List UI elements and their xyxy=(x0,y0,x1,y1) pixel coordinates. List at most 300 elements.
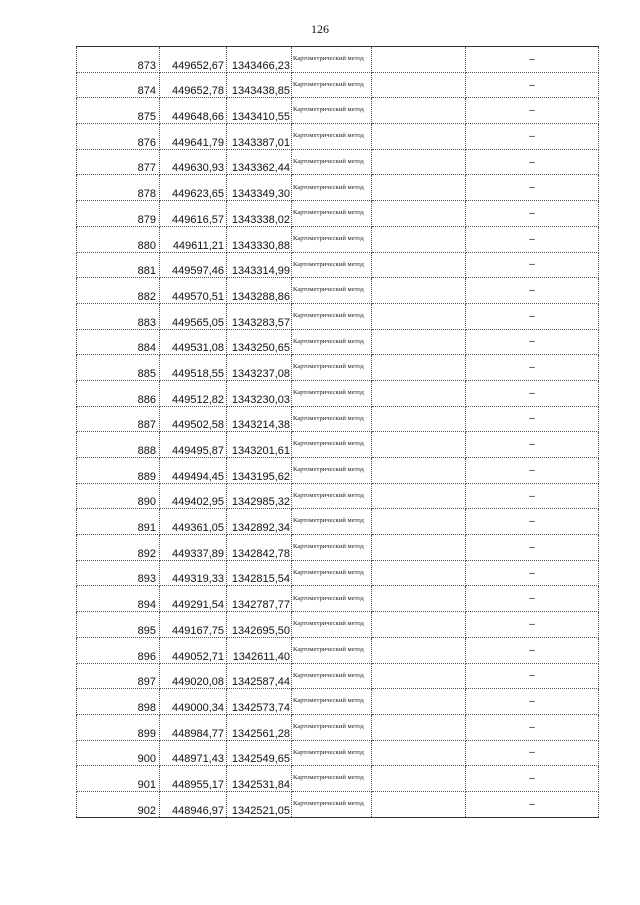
point-number-text: 886 xyxy=(137,393,156,406)
method-cell xyxy=(292,124,372,150)
y-coordinate-cell xyxy=(227,637,292,663)
method-cell xyxy=(292,329,372,355)
x-coordinate-cell xyxy=(160,432,227,458)
y-coordinate-cell xyxy=(227,380,292,406)
method-text: Картометрический метод xyxy=(293,594,364,602)
method-text: Картометрический метод xyxy=(293,620,364,628)
method-cell xyxy=(292,98,372,124)
x-coordinate-text: 449361,05 xyxy=(172,522,224,535)
method-cell xyxy=(292,355,372,381)
method-text: Картометрический метод xyxy=(293,800,364,808)
note-text: – xyxy=(529,362,535,374)
table-row xyxy=(77,791,599,817)
x-coordinate-text: 449616,57 xyxy=(172,213,224,226)
table-row xyxy=(77,380,599,406)
method-text: Картометрический метод xyxy=(293,517,364,525)
point-number-text: 893 xyxy=(137,573,156,586)
y-coordinate-cell xyxy=(227,560,292,586)
point-number-text: 885 xyxy=(137,367,156,380)
x-coordinate-cell xyxy=(160,509,227,535)
method-cell xyxy=(292,303,372,329)
method-cell xyxy=(292,740,372,766)
empty-cell xyxy=(372,175,466,201)
y-coordinate-text: 1343338,02 xyxy=(231,213,290,226)
table-row xyxy=(77,586,599,612)
x-coordinate-text: 449641,79 xyxy=(172,136,224,149)
method-text: Картометрический метод xyxy=(293,55,364,63)
table-row xyxy=(77,303,599,329)
table-row xyxy=(77,252,599,278)
point-number-cell xyxy=(77,766,160,792)
note-cell xyxy=(466,278,599,304)
point-number-text: 898 xyxy=(137,701,156,714)
table-row xyxy=(77,47,599,73)
y-coordinate-text: 1343410,55 xyxy=(231,111,290,124)
table-row xyxy=(77,124,599,150)
x-coordinate-text: 449630,93 xyxy=(172,162,224,175)
x-coordinate-text: 449337,89 xyxy=(172,547,224,560)
method-cell xyxy=(292,637,372,663)
table-row xyxy=(77,740,599,766)
x-coordinate-text: 449531,08 xyxy=(172,342,224,355)
point-number-cell xyxy=(77,483,160,509)
y-coordinate-cell xyxy=(227,406,292,432)
point-number-cell xyxy=(77,278,160,304)
x-coordinate-text: 449000,34 xyxy=(172,701,224,714)
empty-cell xyxy=(372,303,466,329)
note-text: – xyxy=(529,516,535,528)
x-coordinate-cell xyxy=(160,72,227,98)
x-coordinate-cell xyxy=(160,329,227,355)
table-row xyxy=(77,637,599,663)
point-number-cell xyxy=(77,252,160,278)
y-coordinate-text: 1342985,32 xyxy=(231,496,290,509)
method-cell xyxy=(292,406,372,432)
x-coordinate-text: 449495,87 xyxy=(172,445,224,457)
x-coordinate-cell xyxy=(160,124,227,150)
x-coordinate-cell xyxy=(160,380,227,406)
table-row xyxy=(77,329,599,355)
note-text: – xyxy=(529,490,535,502)
note-cell xyxy=(466,175,599,201)
point-number-cell xyxy=(77,329,160,355)
method-cell xyxy=(292,612,372,638)
empty-cell xyxy=(372,149,466,175)
point-number-cell xyxy=(77,458,160,484)
method-text: Картометрический метод xyxy=(293,80,364,88)
empty-cell xyxy=(372,663,466,689)
x-coordinate-cell xyxy=(160,586,227,612)
note-cell xyxy=(466,432,599,458)
note-cell xyxy=(466,586,599,612)
note-text: – xyxy=(529,182,535,194)
method-text: Картометрический метод xyxy=(293,671,364,679)
method-text: Картометрический метод xyxy=(293,774,364,782)
y-coordinate-cell xyxy=(227,740,292,766)
x-coordinate-cell xyxy=(160,149,227,175)
note-text: – xyxy=(529,387,535,399)
note-cell xyxy=(466,252,599,278)
method-text: Картометрический метод xyxy=(293,389,364,397)
table-row xyxy=(77,278,599,304)
empty-cell xyxy=(372,766,466,792)
note-cell xyxy=(466,458,599,484)
table-row xyxy=(77,72,599,98)
note-cell xyxy=(466,406,599,432)
y-coordinate-text: 1343237,08 xyxy=(231,367,290,380)
y-coordinate-text: 1343214,38 xyxy=(231,419,290,432)
method-text: Картометрический метод xyxy=(293,748,364,756)
point-number-text: 891 xyxy=(137,522,156,535)
note-text: – xyxy=(529,618,535,630)
table-row xyxy=(77,560,599,586)
x-coordinate-text: 449623,65 xyxy=(172,188,224,201)
point-number-cell xyxy=(77,637,160,663)
point-number-text: 874 xyxy=(137,85,156,98)
note-text: – xyxy=(529,207,535,219)
method-cell xyxy=(292,663,372,689)
x-coordinate-cell xyxy=(160,355,227,381)
note-text: – xyxy=(529,233,535,245)
y-coordinate-cell xyxy=(227,663,292,689)
x-coordinate-text: 449565,05 xyxy=(172,316,224,329)
note-cell xyxy=(466,740,599,766)
x-coordinate-cell xyxy=(160,535,227,561)
point-number-cell xyxy=(77,509,160,535)
y-coordinate-cell xyxy=(227,72,292,98)
x-coordinate-cell xyxy=(160,560,227,586)
x-coordinate-cell xyxy=(160,766,227,792)
x-coordinate-text: 448955,17 xyxy=(172,778,224,791)
empty-cell xyxy=(372,329,466,355)
method-text: Картометрический метод xyxy=(293,645,364,653)
point-number-cell xyxy=(77,432,160,458)
y-coordinate-text: 1342531,84 xyxy=(231,778,290,791)
empty-cell xyxy=(372,72,466,98)
y-coordinate-text: 1342573,74 xyxy=(231,701,290,714)
note-cell xyxy=(466,689,599,715)
y-coordinate-cell xyxy=(227,175,292,201)
x-coordinate-cell xyxy=(160,252,227,278)
y-coordinate-text: 1343201,61 xyxy=(231,445,290,457)
note-cell xyxy=(466,380,599,406)
y-coordinate-text: 1343314,99 xyxy=(231,265,290,278)
x-coordinate-cell xyxy=(160,637,227,663)
method-cell xyxy=(292,252,372,278)
method-cell xyxy=(292,766,372,792)
note-cell xyxy=(466,483,599,509)
point-number-cell xyxy=(77,714,160,740)
empty-cell xyxy=(372,201,466,227)
note-cell xyxy=(466,791,599,817)
y-coordinate-text: 1342611,40 xyxy=(232,650,290,663)
note-cell xyxy=(466,766,599,792)
empty-cell xyxy=(372,740,466,766)
point-number-text: 899 xyxy=(137,727,156,740)
point-number-text: 901 xyxy=(137,778,156,791)
table-row xyxy=(77,432,599,458)
note-cell xyxy=(466,663,599,689)
method-cell xyxy=(292,432,372,458)
point-number-text: 895 xyxy=(137,624,156,637)
empty-cell xyxy=(372,252,466,278)
method-cell xyxy=(292,560,372,586)
y-coordinate-text: 1343250,65 xyxy=(231,342,290,355)
note-cell xyxy=(466,226,599,252)
note-cell xyxy=(466,355,599,381)
table-row xyxy=(77,689,599,715)
y-coordinate-text: 1342561,28 xyxy=(231,727,290,740)
note-text: – xyxy=(529,593,535,605)
point-number-cell xyxy=(77,535,160,561)
y-coordinate-cell xyxy=(227,303,292,329)
point-number-text: 883 xyxy=(137,316,156,329)
table-row xyxy=(77,458,599,484)
point-number-cell xyxy=(77,689,160,715)
point-number-cell xyxy=(77,226,160,252)
point-number-text: 881 xyxy=(137,265,156,278)
table-row xyxy=(77,714,599,740)
y-coordinate-cell xyxy=(227,458,292,484)
y-coordinate-text: 1342587,44 xyxy=(231,676,290,689)
x-coordinate-text: 449291,54 xyxy=(172,599,224,612)
x-coordinate-cell xyxy=(160,201,227,227)
empty-cell xyxy=(372,509,466,535)
y-coordinate-cell xyxy=(227,98,292,124)
point-number-cell xyxy=(77,612,160,638)
method-text: Картометрический метод xyxy=(293,209,364,217)
method-text: Картометрический метод xyxy=(293,491,364,499)
point-number-text: 892 xyxy=(137,547,156,560)
x-coordinate-text: 449518,55 xyxy=(172,367,224,380)
x-coordinate-cell xyxy=(160,740,227,766)
method-text: Картометрический метод xyxy=(293,234,364,242)
method-cell xyxy=(292,175,372,201)
method-cell xyxy=(292,714,372,740)
method-cell xyxy=(292,509,372,535)
y-coordinate-text: 1343438,85 xyxy=(231,85,290,98)
table-row xyxy=(77,663,599,689)
note-cell xyxy=(466,535,599,561)
point-number-text: 878 xyxy=(137,188,156,201)
table-row xyxy=(77,766,599,792)
empty-cell xyxy=(372,791,466,817)
x-coordinate-cell xyxy=(160,612,227,638)
method-text: Картометрический метод xyxy=(293,157,364,165)
point-number-text: 902 xyxy=(137,804,156,817)
point-number-text: 889 xyxy=(137,470,156,483)
note-text: – xyxy=(529,130,535,142)
point-number-text: 877 xyxy=(137,162,156,175)
note-cell xyxy=(466,124,599,150)
note-text: – xyxy=(529,644,535,656)
x-coordinate-text: 449167,75 xyxy=(172,624,224,637)
point-number-cell xyxy=(77,47,160,73)
note-cell xyxy=(466,303,599,329)
x-coordinate-cell xyxy=(160,714,227,740)
coordinates-table-body xyxy=(77,47,599,818)
note-cell xyxy=(466,98,599,124)
empty-cell xyxy=(372,278,466,304)
point-number-cell xyxy=(77,355,160,381)
point-number-text: 879 xyxy=(137,213,156,226)
method-text: Картометрический метод xyxy=(293,466,364,474)
y-coordinate-cell xyxy=(227,766,292,792)
method-text: Картометрический метод xyxy=(293,568,364,576)
x-coordinate-cell xyxy=(160,226,227,252)
y-coordinate-cell xyxy=(227,149,292,175)
x-coordinate-cell xyxy=(160,47,227,73)
y-coordinate-cell xyxy=(227,586,292,612)
point-number-text: 896 xyxy=(137,650,156,663)
empty-cell xyxy=(372,637,466,663)
point-number-text: 875 xyxy=(137,111,156,124)
note-text: – xyxy=(529,670,535,682)
note-text: – xyxy=(529,439,535,451)
table-row xyxy=(77,201,599,227)
empty-cell xyxy=(372,406,466,432)
point-number-cell xyxy=(77,303,160,329)
y-coordinate-cell xyxy=(227,432,292,458)
note-cell xyxy=(466,714,599,740)
x-coordinate-cell xyxy=(160,303,227,329)
method-text: Картометрический метод xyxy=(293,722,364,730)
point-number-cell xyxy=(77,149,160,175)
method-text: Картометрический метод xyxy=(293,363,364,371)
y-coordinate-text: 1343362,44 xyxy=(231,162,290,175)
method-text: Картометрический метод xyxy=(293,132,364,140)
method-text: Картометрический метод xyxy=(293,260,364,268)
x-coordinate-cell xyxy=(160,689,227,715)
x-coordinate-text: 449597,46 xyxy=(172,265,224,278)
y-coordinate-text: 1342787,77 xyxy=(231,599,290,612)
note-text: – xyxy=(529,105,535,117)
x-coordinate-text: 449052,71 xyxy=(172,650,224,663)
point-number-cell xyxy=(77,72,160,98)
table-row xyxy=(77,535,599,561)
note-text: – xyxy=(529,798,535,810)
empty-cell xyxy=(372,124,466,150)
point-number-cell xyxy=(77,791,160,817)
x-coordinate-text: 449652,67 xyxy=(172,59,224,72)
note-text: – xyxy=(529,259,535,271)
y-coordinate-text: 1343387,01 xyxy=(231,136,290,149)
note-text: – xyxy=(529,541,535,553)
y-coordinate-cell xyxy=(227,124,292,150)
point-number-text: 873 xyxy=(137,59,156,72)
empty-cell xyxy=(372,612,466,638)
method-cell xyxy=(292,380,372,406)
method-text: Картометрический метод xyxy=(293,106,364,114)
x-coordinate-text: 449319,33 xyxy=(172,573,224,586)
y-coordinate-cell xyxy=(227,535,292,561)
note-text: – xyxy=(529,747,535,759)
x-coordinate-text: 449494,45 xyxy=(172,470,224,483)
note-text: – xyxy=(529,336,535,348)
y-coordinate-cell xyxy=(227,612,292,638)
y-coordinate-text: 1342842,78 xyxy=(231,547,290,560)
method-text: Картометрический метод xyxy=(293,543,364,551)
method-cell xyxy=(292,483,372,509)
point-number-text: 876 xyxy=(137,136,156,149)
note-text: – xyxy=(529,285,535,297)
method-cell xyxy=(292,791,372,817)
note-cell xyxy=(466,329,599,355)
y-coordinate-cell xyxy=(227,483,292,509)
point-number-cell xyxy=(77,586,160,612)
empty-cell xyxy=(372,586,466,612)
table-row xyxy=(77,149,599,175)
note-cell xyxy=(466,149,599,175)
x-coordinate-cell xyxy=(160,175,227,201)
x-coordinate-text: 449502,58 xyxy=(172,419,224,432)
y-coordinate-text: 1343330,88 xyxy=(231,239,290,252)
method-cell xyxy=(292,535,372,561)
empty-cell xyxy=(372,535,466,561)
x-coordinate-cell xyxy=(160,98,227,124)
y-coordinate-text: 1342549,65 xyxy=(231,753,290,766)
note-cell xyxy=(466,47,599,73)
table-row xyxy=(77,226,599,252)
y-coordinate-text: 1342695,50 xyxy=(231,624,290,637)
method-cell xyxy=(292,586,372,612)
y-coordinate-cell xyxy=(227,355,292,381)
method-cell xyxy=(292,149,372,175)
point-number-cell xyxy=(77,406,160,432)
method-cell xyxy=(292,226,372,252)
y-coordinate-text: 1343288,86 xyxy=(231,290,290,303)
point-number-text: 882 xyxy=(137,290,156,303)
method-cell xyxy=(292,201,372,227)
note-text: – xyxy=(529,413,535,425)
table-row xyxy=(77,509,599,535)
point-number-text: 890 xyxy=(137,496,156,509)
x-coordinate-cell xyxy=(160,483,227,509)
empty-cell xyxy=(372,714,466,740)
coordinates-table xyxy=(76,46,599,818)
note-text: – xyxy=(529,310,535,322)
point-number-cell xyxy=(77,560,160,586)
y-coordinate-text: 1343466,23 xyxy=(231,59,290,72)
y-coordinate-text: 1342892,34 xyxy=(231,522,290,535)
point-number-cell xyxy=(77,740,160,766)
point-number-text: 888 xyxy=(137,445,156,457)
x-coordinate-cell xyxy=(160,663,227,689)
y-coordinate-text: 1342521,05 xyxy=(231,804,290,817)
note-cell xyxy=(466,201,599,227)
point-number-cell xyxy=(77,663,160,689)
note-text: – xyxy=(529,79,535,91)
empty-cell xyxy=(372,355,466,381)
point-number-cell xyxy=(77,98,160,124)
note-text: – xyxy=(529,567,535,579)
y-coordinate-cell xyxy=(227,278,292,304)
point-number-text: 894 xyxy=(137,599,156,612)
empty-cell xyxy=(372,47,466,73)
method-text: Картометрический метод xyxy=(293,183,364,191)
x-coordinate-text: 448984,77 xyxy=(172,727,224,740)
x-coordinate-cell xyxy=(160,458,227,484)
table-row xyxy=(77,483,599,509)
point-number-text: 884 xyxy=(137,342,156,355)
method-cell xyxy=(292,689,372,715)
method-cell xyxy=(292,278,372,304)
page-number: 126 xyxy=(311,22,329,36)
point-number-cell xyxy=(77,380,160,406)
empty-cell xyxy=(372,226,466,252)
method-text: Картометрический метод xyxy=(293,440,364,448)
method-cell xyxy=(292,458,372,484)
